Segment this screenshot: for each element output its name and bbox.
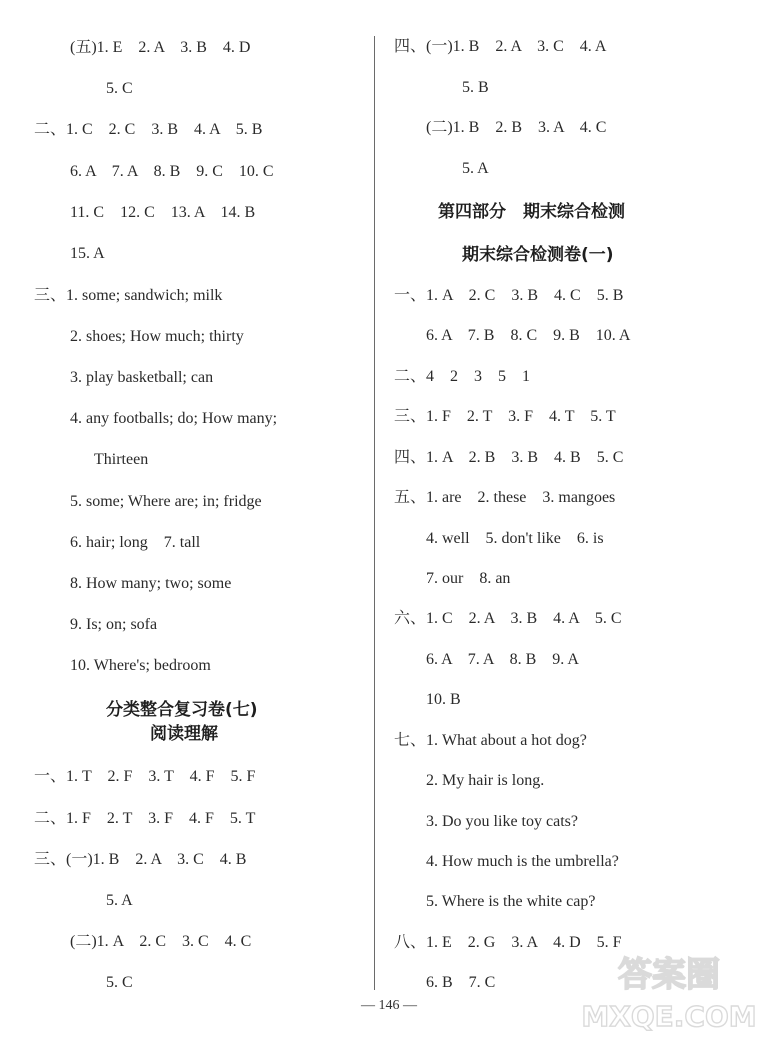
answer-line: 三、(一)1. B 2. A 3. C 4. B <box>34 851 247 868</box>
answer-line: 3. Do you like toy cats? <box>426 813 578 830</box>
section-heading: 分类整合复习卷(七) <box>106 700 258 720</box>
section-heading: 期末综合检测卷(一) <box>462 245 614 265</box>
answer-line: 四、(一)1. B 2. A 3. C 4. A <box>394 38 607 55</box>
answer-line: 4. well 5. don't like 6. is <box>426 530 604 547</box>
watermark-top-text: 答案圈 <box>618 955 720 995</box>
part-heading: 第四部分 期末综合检测 <box>438 202 625 222</box>
answer-line: 5. B <box>462 79 489 96</box>
answer-line: 5. Where is the white cap? <box>426 893 596 910</box>
answer-line: 5. A <box>462 160 489 177</box>
answer-line: 4. How much is the umbrella? <box>426 853 619 870</box>
answer-line: 四、1. A 2. B 3. B 4. B 5. C <box>394 449 624 466</box>
answer-line: (二)1. A 2. C 3. C 4. C <box>70 933 252 950</box>
answer-line: 6. A 7. B 8. C 9. B 10. A <box>426 327 631 344</box>
section-subheading: 阅读理解 <box>150 724 218 744</box>
answer-line: 3. play basketball; can <box>70 369 214 386</box>
answer-line: 10. B <box>426 691 461 708</box>
answer-line: 10. Where's; bedroom <box>70 657 211 674</box>
answer-line: 5. some; Where are; in; fridge <box>70 493 262 510</box>
column-divider <box>374 36 375 990</box>
watermark-bottom-text: MXQE.COM <box>581 1000 757 1032</box>
answer-line: 6. hair; long 7. tall <box>70 534 201 551</box>
answer-line: 9. Is; on; sofa <box>70 616 158 633</box>
answer-line: 二、4 2 3 5 1 <box>394 368 531 385</box>
page-number: — 146 — <box>361 998 417 1013</box>
answer-line: 5. C <box>106 974 133 991</box>
answer-line: 五、1. are 2. these 3. mangoes <box>394 489 616 506</box>
answer-line: Thirteen <box>94 451 149 468</box>
answer-line: 三、1. F 2. T 3. F 4. T 5. T <box>394 408 616 425</box>
answer-line: 6. A 7. A 8. B 9. A <box>426 651 579 668</box>
answer-line: 4. any footballs; do; How many; <box>70 410 278 427</box>
answer-line: 七、1. What about a hot dog? <box>394 732 587 749</box>
answer-line: 2. shoes; How much; thirty <box>70 328 244 345</box>
answer-line: 8. How many; two; some <box>70 575 232 592</box>
answer-line: 三、1. some; sandwich; milk <box>34 287 223 304</box>
answer-line: (二)1. B 2. B 3. A 4. C <box>426 119 607 136</box>
answer-line: (五)1. E 2. A 3. B 4. D <box>70 39 251 56</box>
answer-line: 二、1. F 2. T 3. F 4. F 5. T <box>34 810 256 827</box>
watermark-logo <box>574 948 764 1032</box>
answer-line: 2. My hair is long. <box>426 772 545 789</box>
answer-line: 二、1. C 2. C 3. B 4. A 5. B <box>34 121 263 138</box>
answer-line: 八、1. E 2. G 3. A 4. D 5. F <box>394 934 622 951</box>
answer-line: 11. C 12. C 13. A 14. B <box>70 204 256 221</box>
answer-line: 一、1. A 2. C 3. B 4. C 5. B <box>394 287 624 304</box>
answer-line: 6. A 7. A 8. B 9. C 10. C <box>70 163 274 180</box>
answer-line: 15. A <box>70 245 105 262</box>
answer-line: 一、1. T 2. F 3. T 4. F 5. F <box>34 768 256 785</box>
answer-line: 5. A <box>106 892 133 909</box>
answer-line: 6. B 7. C <box>426 974 496 991</box>
answer-line: 7. our 8. an <box>426 570 511 587</box>
answer-line: 六、1. C 2. A 3. B 4. A 5. C <box>394 610 622 627</box>
answer-line: 5. C <box>106 80 133 97</box>
